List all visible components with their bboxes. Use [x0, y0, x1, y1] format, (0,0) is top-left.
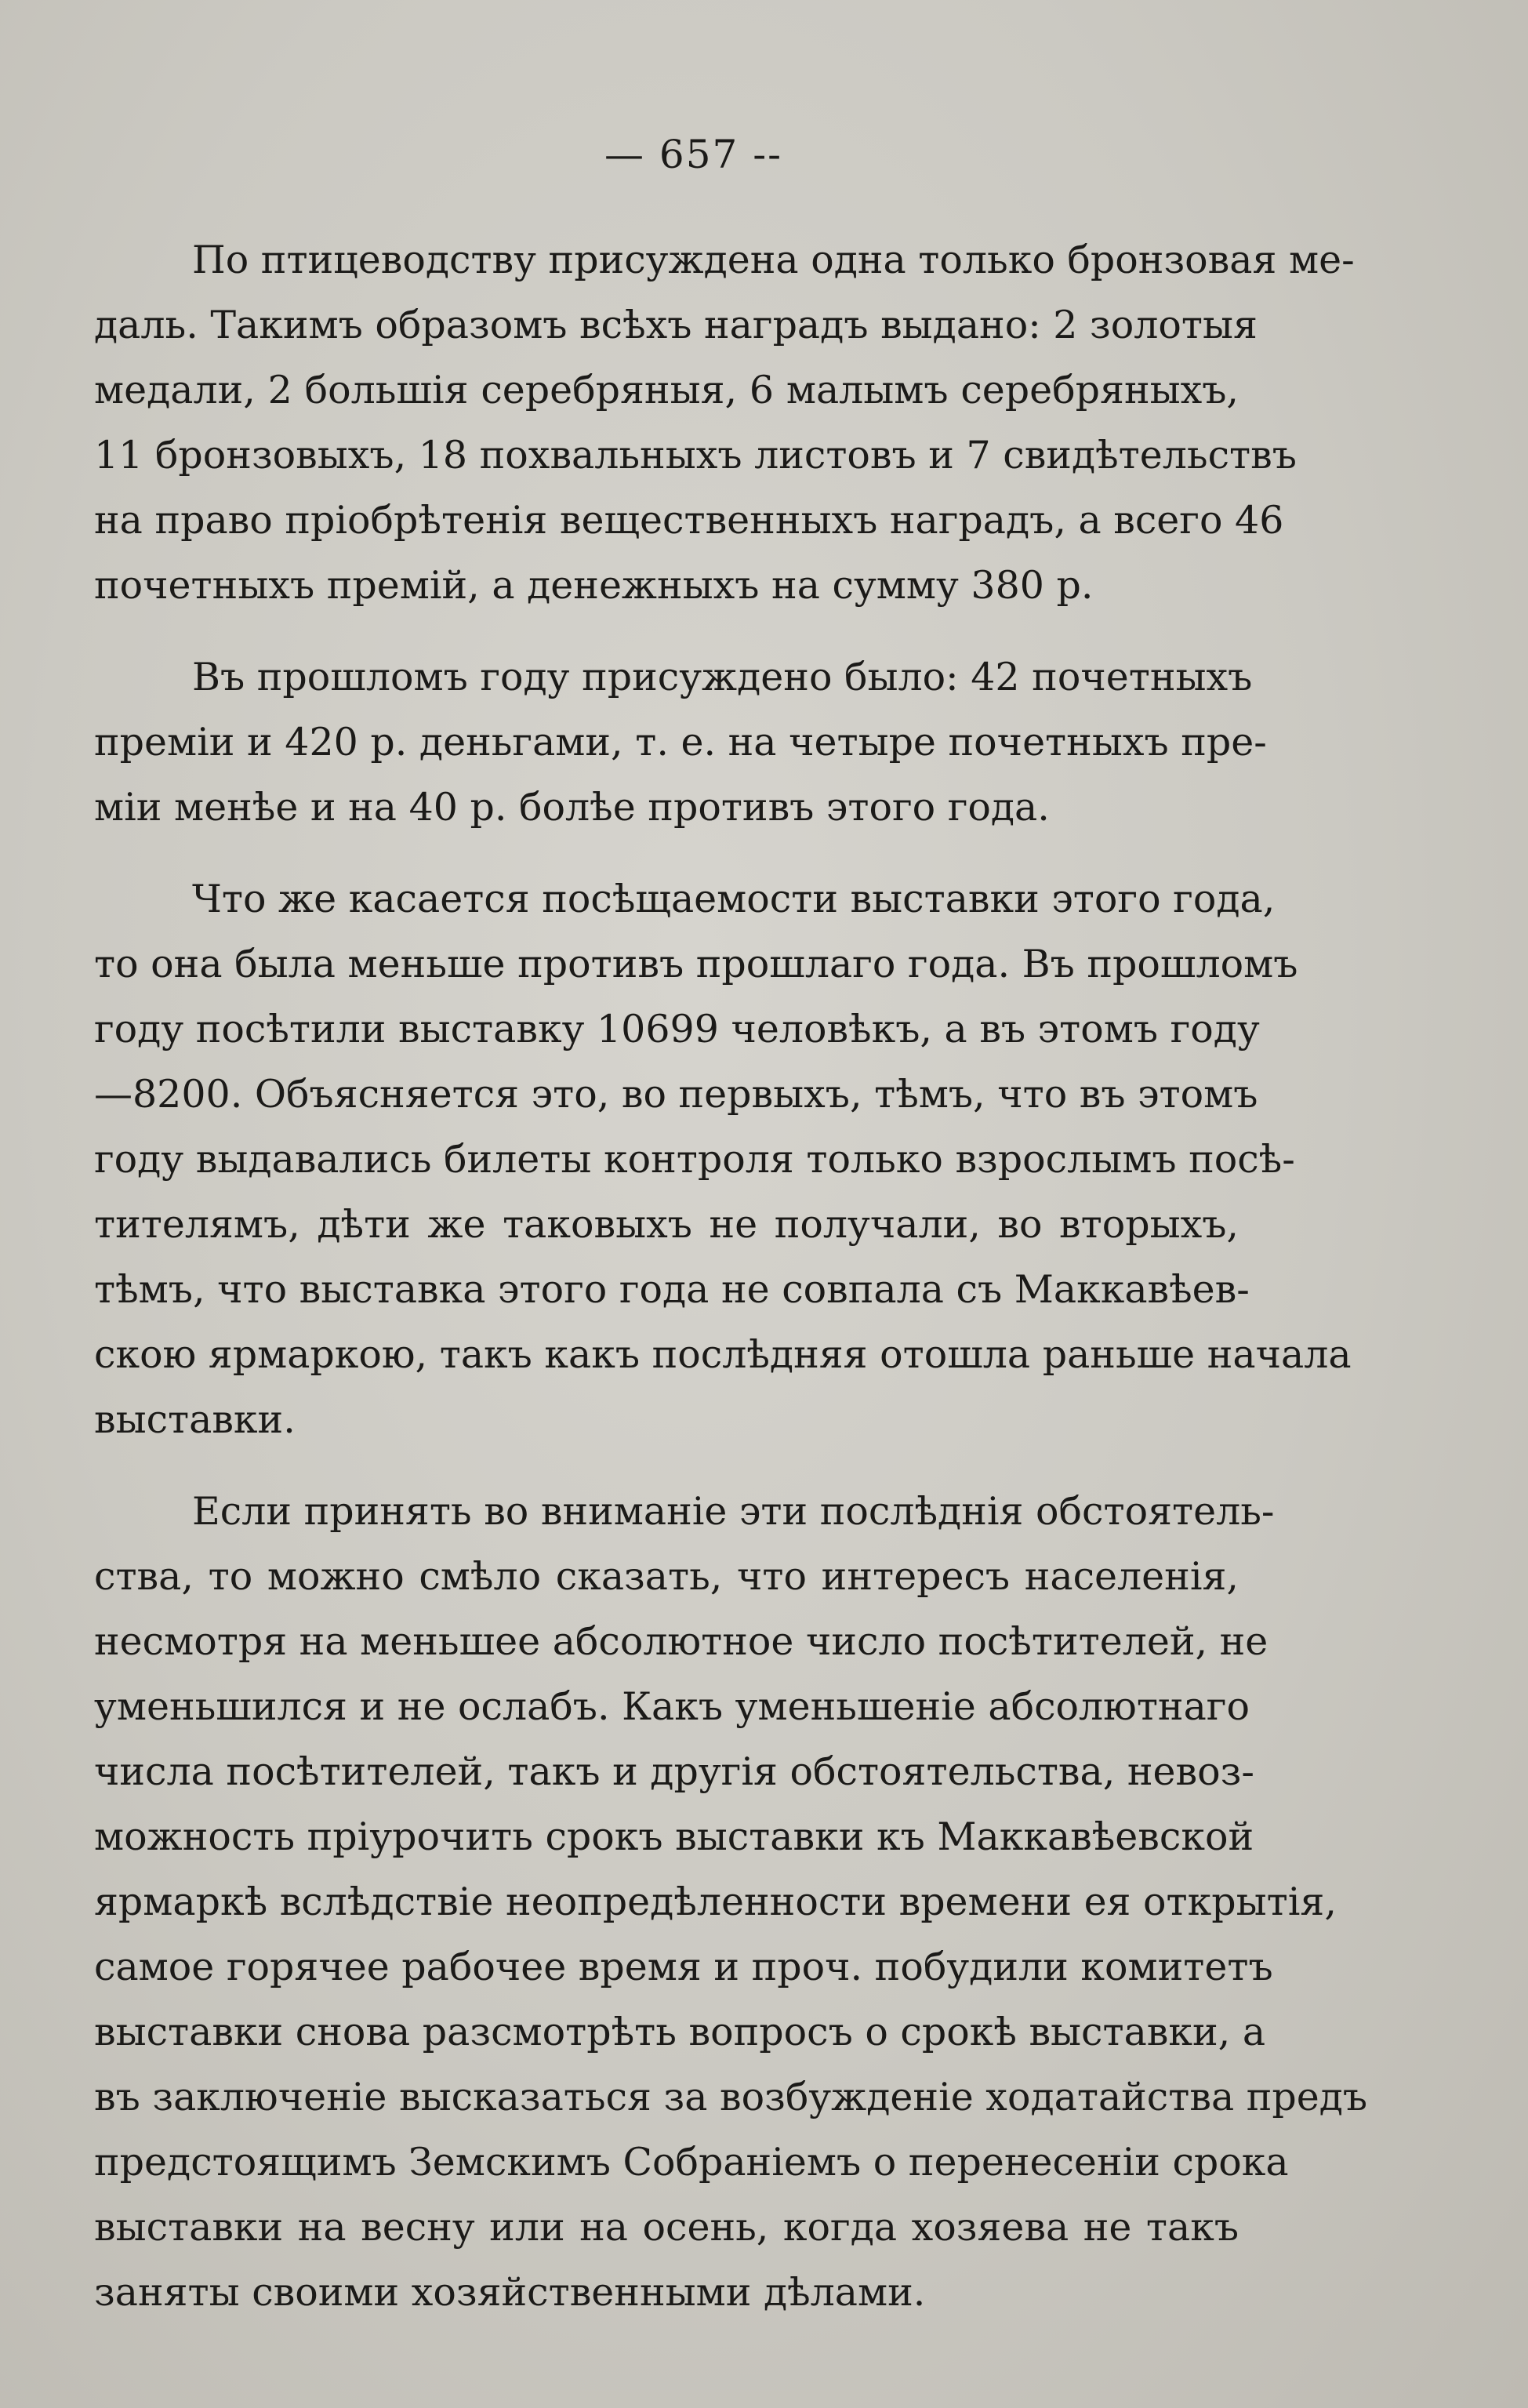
text-line: ства, то можно смѣло сказать, что интересъ населенія,: [94, 1554, 1239, 1599]
text-line: выставки на весну или на осень, когда хозяева не такъ: [94, 2205, 1239, 2250]
text-line: почетныхъ премій, а денежныхъ на сумму 380 р.: [94, 563, 1094, 608]
text-line: самое горячее рабочее время и проч. побудили комитетъ: [94, 1945, 1273, 1989]
paragraph-4: [94, 1479, 1368, 2325]
text-line: медали, 2 большія серебряныя, 6 малымъ серебряныхъ,: [94, 368, 1239, 412]
text-line: числа посѣтителей, такъ и другія обстоятельства, невоз-: [94, 1749, 1254, 1794]
text-line: —8200. Объясняется это, во первыхъ, тѣмъ, что въ этомъ: [94, 1072, 1258, 1117]
text-line: въ заключеніе высказаться за возбужденіе ходатайства предъ: [94, 2075, 1368, 2119]
text-line: предстоящимъ Земскимъ Собраніемъ о перенесеніи срока: [94, 2140, 1289, 2185]
text-line: выставки.: [94, 1397, 296, 1442]
text-line: преміи и 420 р. деньгами, т. е. на четыре почетныхъ пре-: [94, 720, 1267, 765]
text-line: скою ярмаркою, такъ какъ послѣдняя отошла раньше начала: [94, 1332, 1352, 1377]
text-line: Если принять во вниманіе эти послѣднія обстоятель-: [192, 1489, 1275, 1534]
text-line: выставки снова разсмотрѣть вопросъ о срокѣ выставки, а: [94, 2010, 1266, 2054]
text-line: году посѣтили выставку 10699 человѣкъ, а въ этомъ году: [94, 1007, 1260, 1051]
text-line: ярмаркѣ вслѣдствіе неопредѣленности времени ея открытія,: [94, 1880, 1337, 1924]
paragraph-2: [94, 645, 1267, 840]
text-line: на право пріобрѣтенія вещественныхъ наградъ, а всего 46: [94, 498, 1284, 543]
text-line: тѣмъ, что выставка этого года не совпала съ Маккавѣев-: [94, 1267, 1250, 1312]
paragraph-3: [94, 866, 1352, 1452]
page-number: — 657 --: [604, 132, 782, 177]
text-line: міи менѣе и на 40 р. болѣе противъ этого года.: [94, 785, 1050, 830]
text-line: Въ прошломъ году присуждено было: 42 почетныхъ: [192, 655, 1253, 699]
text-line: Что же касается посѣщаемости выставки этого года,: [192, 877, 1276, 921]
text-line: несмотря на меньшее абсолютное число посѣтителей, не: [94, 1619, 1268, 1664]
text-line: заняты своими хозяйственными дѣлами.: [94, 2270, 926, 2315]
text-line: году выдавались билеты контроля только взрослымъ посѣ-: [94, 1137, 1295, 1182]
text-line: уменьшился и не ослабъ. Какъ уменьшеніе абсолютнаго: [94, 1684, 1250, 1729]
text-line: даль. Такимъ образомъ всѣхъ наградъ выдано: 2 золотыя: [94, 303, 1258, 347]
body-text: [94, 227, 1368, 2352]
text-line: 11 бронзовыхъ, 18 похвальныхъ листовъ и 7 свидѣтельствъ: [94, 433, 1297, 478]
text-line: то она была меньше противъ прошлаго года. Въ прошломъ: [94, 942, 1298, 986]
text-line: можность пріурочить срокъ выставки къ Маккавѣевской: [94, 1814, 1254, 1859]
text-line: По птицеводству присуждена одна только бронзовая ме-: [192, 238, 1355, 282]
paragraph-1: [94, 227, 1355, 618]
text-line: тителямъ, дѣти же таковыхъ не получали, во вторыхъ,: [94, 1202, 1239, 1247]
